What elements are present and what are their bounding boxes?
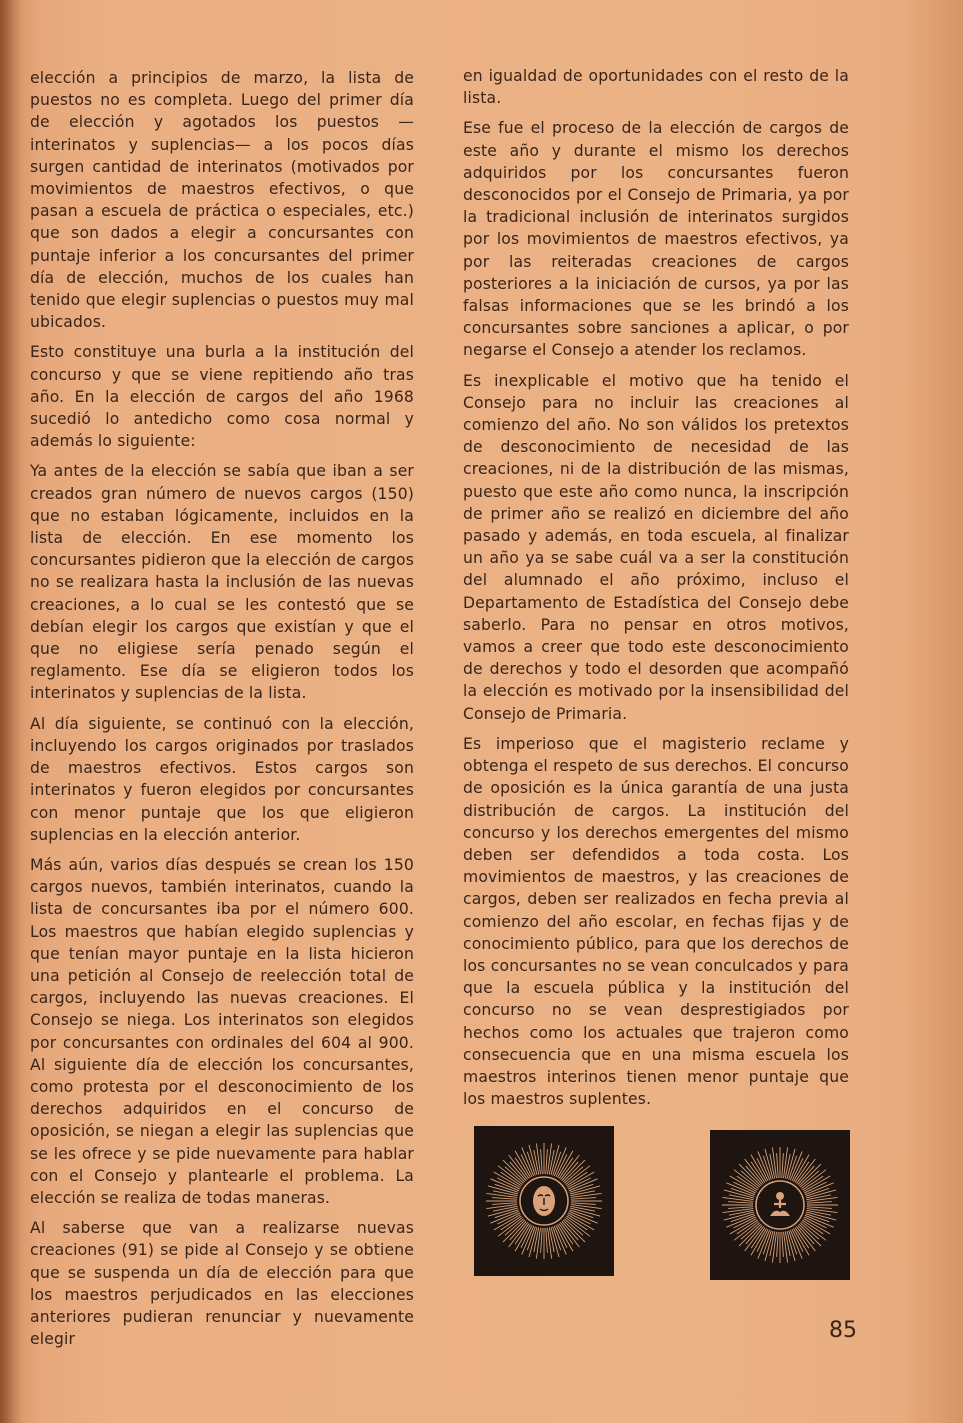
- right-column: [463, 65, 849, 1118]
- page-number: 85: [829, 1318, 857, 1343]
- sun-face-woodcut-icon: [474, 1126, 614, 1276]
- illustrations: [472, 1124, 854, 1284]
- sun-figure-woodcut-icon: [710, 1130, 850, 1280]
- sun-face-woodcut-icon: [474, 1126, 614, 1276]
- paragraph: Ya antes de la elección se sabía que iban a ser creados gran número de nuevos cargos (150) que no estaban lógicamente, incluidos en la lista de elección. En ese momento los concursantes pidieron que la elección de cargos no se realizara hasta la inclusión de las nuevas creaciones, a lo cual se les contestó que se debían elegir los cargos que existían y que el que no eligiese sería penado según el reglamento. Ese día se eligieron todos los interinatos y suplencias de la lista.: [30, 462, 414, 703]
- paragraph: Al día siguiente, se continuó con la elección, incluyendo los cargos originados por traslados de maestros efectivos. Estos cargos son interinatos y fueron elegidos por concursantes con menor puntaje que los que eligieron suplencias en la elección anterior.: [30, 714, 414, 844]
- paragraph: Ese fue el proceso de la elección de cargos de este año y durante el mismo los derechos adquiridos por los concursantes fueron desconocidos por el Consejo de Primaria, ya por la tradicional inclusión de interinatos surgidos por los movimientos de maestros efectivos, ya por las reiteradas creaciones de cargos posteriores a la iniciación de cursos, ya por las falsas informaciones que se les brindó a los concursantes sobre sanciones a aplicar, o por negarse el Consejo a atender los reclamos.: [463, 119, 849, 360]
- paragraph: elección a principios de marzo, la lista de puestos no es completa. Luego del primer día de elección y agotados los puestos —interinatos y suplencias— a los pocos días surgen cantidad de interinatos (motivados por movimientos de maestros efectivos, o que pasan a escuela de práctica o especiales, etc.) que son dados a elegir a concursantes con puntaje inferior a los concursantes del primer día de elección, muchos de los cuales han tenido que elegir suplencias o puestos muy mal ubicados.: [30, 69, 414, 332]
- paragraph: Es imperioso que el magisterio reclame y obtenga el respeto de sus derechos. El concurso de oposición es la única garantía de una justa distribución de cargos. La institución del concurso y los derechos emergentes del mismo deben ser defendidos a toda costa. Los movimientos de maestros, y las creaciones de cargos, deben ser realizados en fecha previa al comienzo del año escolar, en fechas fijas y de conocimiento público, para que los derechos de los concursantes no se vean conculcados y para que la escuela pública y la institución del concurso no se vean desprestigiados por hechos como los actuales que trajeron como consecuencia que en una misma escuela los maestros interinos tienen menor puntaje que los maestros suplentes.: [463, 734, 849, 1109]
- paragraph: Es inexplicable el motivo que ha tenido el Consejo para no incluir las creaciones al comienzo del año. No son válidos los pretextos de desconocimiento de necesidad de las creaciones, ni de la distribución de las mismas, puesto que este año como nunca, la inscripción de primer año se realizó en diciembre del año pasado y además, en toda escuela, al finalizar un año ya se sabe cuál va a ser la constitución del alumnado el año próximo, incluso el Departamento de Estadística del Consejo debe saberlo. Para no pensar en otros motivos, vamos a creer que todo este desconocimiento de derechos y todo el desorden que acompañó la elección es motivado por la insensibilidad del Consejo de Primaria.: [463, 371, 849, 723]
- spine-shadow: [0, 0, 22, 1423]
- paragraph: Esto constituye una burla a la institución del concurso y que se viene repitiendo año tras año. En la elección de cargos del año 1968 sucedió lo antedicho como cosa normal y además lo siguiente:: [30, 343, 414, 451]
- paragraph: Al saberse que van a realizarse nuevas creaciones (91) se pide al Consejo y se obtiene que se suspenda un día de elección para que los maestros perjudicados en las elecciones anteriores pudieran renunciar y nuevamente elegir: [30, 1219, 414, 1349]
- sun-figure-woodcut-icon: [710, 1130, 850, 1280]
- paragraph: en igualdad de oportunidades con el resto de la lista.: [463, 67, 849, 108]
- paragraph: Más aún, varios días después se crean los 150 cargos nuevos, también interinatos, cuando la lista de concursantes iba por el número 600. Los maestros que habían elegido suplencias y que tenían mayor puntaje en la lista hicieron una petición al Consejo de reelección total de cargos, incluyendo las nuevas creaciones. El Consejo se niega. Los interinatos son elegidos por concursantes con ordinales del 604 al 900. Al siguiente día de elección los concursantes, como protesta por el desconocimiento de los derechos adquiridos en el concurso de oposición, se niegan a elegir las suplencias que se les ofrece y se pide nuevamente para hablar con el Consejo y plantearle el problema. La elección se realiza de todas maneras.: [30, 855, 414, 1207]
- left-column: [30, 67, 414, 1358]
